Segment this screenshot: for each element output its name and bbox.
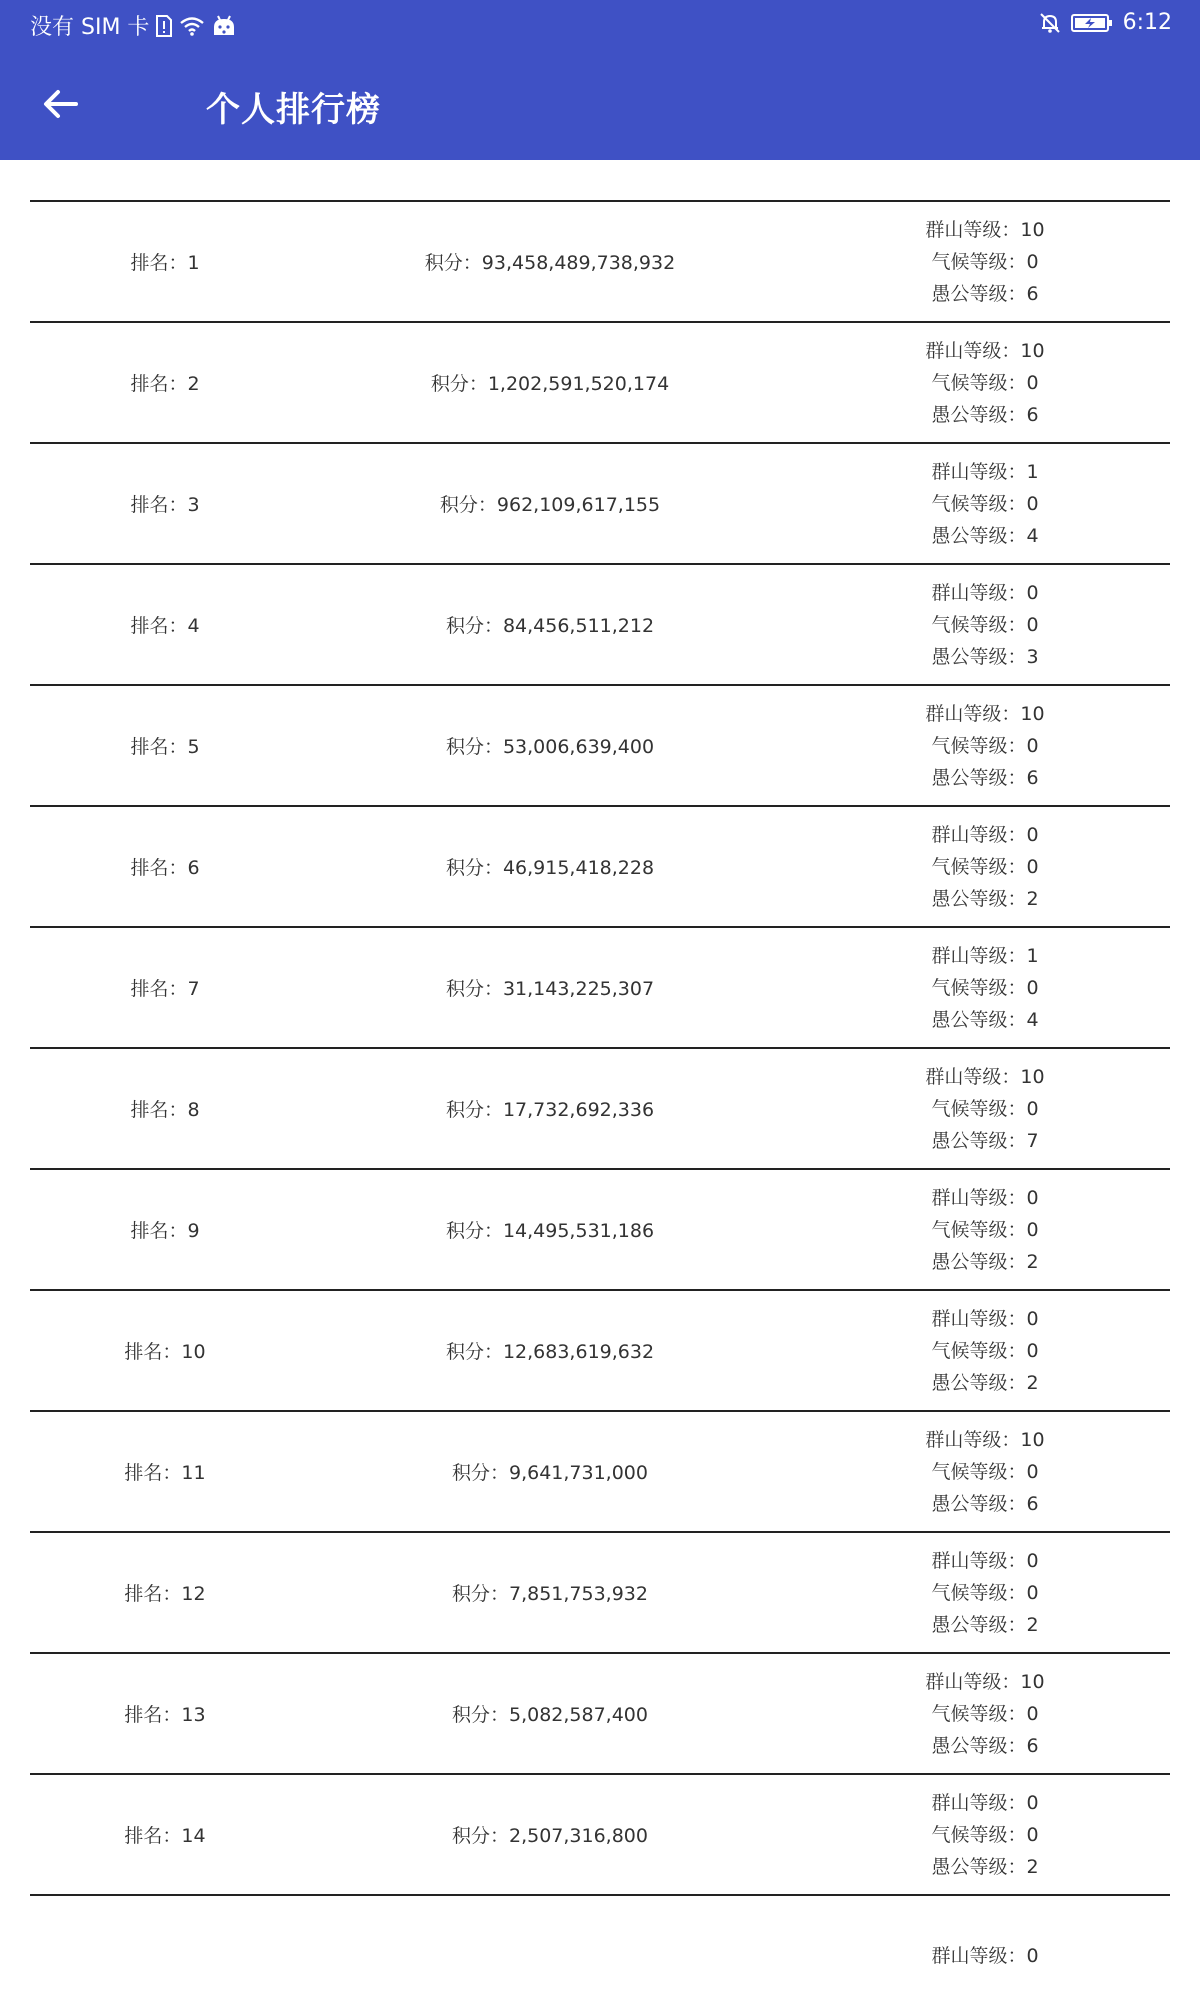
ranking-row[interactable] [30, 684, 1170, 805]
ranking-row[interactable] [30, 442, 1170, 563]
page-title: 个人排行榜 [206, 90, 381, 130]
yugong-level: 愚公等级：4 [931, 524, 1039, 547]
yugong-level: 愚公等级：2 [931, 1855, 1039, 1878]
qihou-level: 气候等级：0 [931, 250, 1039, 273]
qihou-level: 气候等级：0 [931, 1218, 1039, 1241]
ranking-row[interactable] [30, 1894, 1170, 2015]
qunshan-level: 群山等级：10 [925, 1670, 1045, 1693]
rank-label: 排名：12 [124, 1583, 206, 1605]
levels-group [800, 1533, 1170, 1652]
qunshan-level: 群山等级：0 [931, 823, 1039, 846]
qunshan-level: 群山等级：0 [931, 1307, 1039, 1330]
yugong-level: 愚公等级：2 [931, 1613, 1039, 1636]
score-label: 积分：12,683,619,632 [445, 1341, 655, 1363]
rank-label: 排名：10 [124, 1341, 206, 1363]
ranking-row[interactable] [30, 1168, 1170, 1289]
status-left [30, 10, 237, 41]
qihou-level: 气候等级：0 [931, 1823, 1039, 1846]
levels-group [800, 686, 1170, 805]
wifi-icon [179, 15, 205, 37]
levels-group [800, 1049, 1170, 1168]
qunshan-level: 群山等级：10 [925, 1428, 1045, 1451]
ranking-row[interactable] [30, 1047, 1170, 1168]
yugong-level: 愚公等级：7 [931, 1129, 1039, 1152]
battery-charging-icon [1071, 12, 1113, 34]
clock: 6:12 [1122, 10, 1172, 35]
qunshan-level: 群山等级：10 [925, 339, 1045, 362]
rank-label: 排名：1 [130, 252, 200, 274]
ranking-row[interactable] [30, 1652, 1170, 1773]
levels-group [800, 1896, 1170, 2015]
qihou-level: 气候等级：0 [931, 371, 1039, 394]
toolbar [0, 60, 1200, 150]
yugong-level: 愚公等级：2 [931, 1371, 1039, 1394]
score-label: 积分：84,456,511,212 [445, 615, 655, 637]
rank-label [30, 1896, 300, 2015]
rank-label: 排名：14 [124, 1825, 206, 1847]
score-label: 积分：93,458,489,738,932 [424, 252, 676, 274]
qihou-level: 气候等级：0 [931, 492, 1039, 515]
qunshan-level: 群山等级：1 [931, 460, 1039, 483]
rank-label: 排名：11 [124, 1462, 206, 1484]
qunshan-level: 群山等级：10 [925, 218, 1045, 241]
qunshan-level: 群山等级：0 [931, 581, 1039, 604]
levels-group [800, 1412, 1170, 1531]
levels-group [800, 444, 1170, 563]
qihou-level: 气候等级：0 [931, 1581, 1039, 1604]
rank-label: 排名：7 [130, 978, 200, 1000]
levels-group [800, 1654, 1170, 1773]
qunshan-level: 群山等级：0 [931, 1791, 1039, 1814]
yugong-level: 愚公等级：6 [931, 1734, 1039, 1757]
qihou-level: 气候等级：0 [931, 613, 1039, 636]
levels-group [800, 1291, 1170, 1410]
rank-label: 排名：8 [130, 1099, 200, 1121]
score-label [300, 1896, 800, 2015]
score-label: 积分：46,915,418,228 [445, 857, 655, 879]
yugong-level: 愚公等级：2 [931, 887, 1039, 910]
ranking-row[interactable] [30, 1410, 1170, 1531]
yugong-level: 愚公等级：6 [931, 1492, 1039, 1515]
bell-off-icon [1039, 12, 1061, 34]
ranking-row[interactable] [30, 321, 1170, 442]
levels-group [800, 323, 1170, 442]
rank-label: 排名：9 [130, 1220, 200, 1242]
ranking-row[interactable] [30, 926, 1170, 1047]
qihou-level: 气候等级：0 [931, 1702, 1039, 1725]
ranking-row[interactable] [30, 805, 1170, 926]
sim-alert-icon [155, 15, 173, 37]
levels-group [800, 928, 1170, 1047]
rank-label: 排名：3 [130, 494, 200, 516]
qihou-level: 气候等级：0 [931, 976, 1039, 999]
score-label: 积分：14,495,531,186 [445, 1220, 655, 1242]
rank-label: 排名：4 [130, 615, 200, 637]
status-bar [0, 0, 1200, 50]
ranking-row[interactable] [30, 563, 1170, 684]
qunshan-level: 群山等级：0 [931, 1549, 1039, 1572]
qunshan-level: 群山等级：10 [925, 702, 1045, 725]
yugong-level: 愚公等级：2 [931, 1250, 1039, 1273]
score-label: 积分：1,202,591,520,174 [430, 373, 670, 395]
qihou-level: 气候等级：0 [931, 855, 1039, 878]
yugong-level: 愚公等级：6 [931, 403, 1039, 426]
score-label: 积分：5,082,587,400 [451, 1704, 648, 1726]
qihou-level: 气候等级：0 [931, 734, 1039, 757]
levels-group [800, 1775, 1170, 1894]
rank-label: 排名：6 [130, 857, 200, 879]
ranking-row[interactable] [30, 1289, 1170, 1410]
arrow-left-icon [42, 89, 78, 123]
yugong-level: 愚公等级：4 [931, 1008, 1039, 1031]
android-debug-icon [211, 15, 237, 37]
app-bar [0, 0, 1200, 160]
score-label: 积分：2,507,316,800 [451, 1825, 648, 1847]
score-label: 积分：53,006,639,400 [445, 736, 655, 758]
qunshan-level: 群山等级：1 [931, 944, 1039, 967]
back-button[interactable] [34, 80, 86, 132]
ranking-row[interactable] [30, 1773, 1170, 1894]
qunshan-level: 群山等级：10 [925, 1065, 1045, 1088]
qihou-level: 气候等级：0 [931, 1097, 1039, 1120]
rank-label: 排名：2 [130, 373, 200, 395]
score-label: 积分：962,109,617,155 [439, 494, 661, 516]
status-right [1039, 10, 1172, 35]
levels-group [800, 565, 1170, 684]
ranking-list[interactable] [30, 200, 1170, 2015]
levels-group [800, 807, 1170, 926]
carrier-label: 没有 SIM 卡 [30, 15, 150, 40]
yugong-level: 愚公等级：6 [931, 766, 1039, 789]
levels-group [800, 202, 1170, 321]
score-label: 积分：17,732,692,336 [445, 1099, 655, 1121]
score-label: 积分：7,851,753,932 [451, 1583, 648, 1605]
score-label: 积分：9,641,731,000 [451, 1462, 648, 1484]
rank-label: 排名：13 [124, 1704, 206, 1726]
qihou-level: 气候等级：0 [931, 1460, 1039, 1483]
qihou-level: 气候等级：0 [931, 1339, 1039, 1362]
yugong-level: 愚公等级：6 [931, 282, 1039, 305]
levels-group [800, 1170, 1170, 1289]
yugong-level: 愚公等级：3 [931, 645, 1039, 668]
qunshan-level: 群山等级：0 [931, 1186, 1039, 1209]
ranking-row[interactable] [30, 1531, 1170, 1652]
rank-label: 排名：5 [130, 736, 200, 758]
ranking-row[interactable] [30, 200, 1170, 321]
score-label: 积分：31,143,225,307 [445, 978, 655, 1000]
qunshan-level: 群山等级：0 [931, 1944, 1039, 1967]
